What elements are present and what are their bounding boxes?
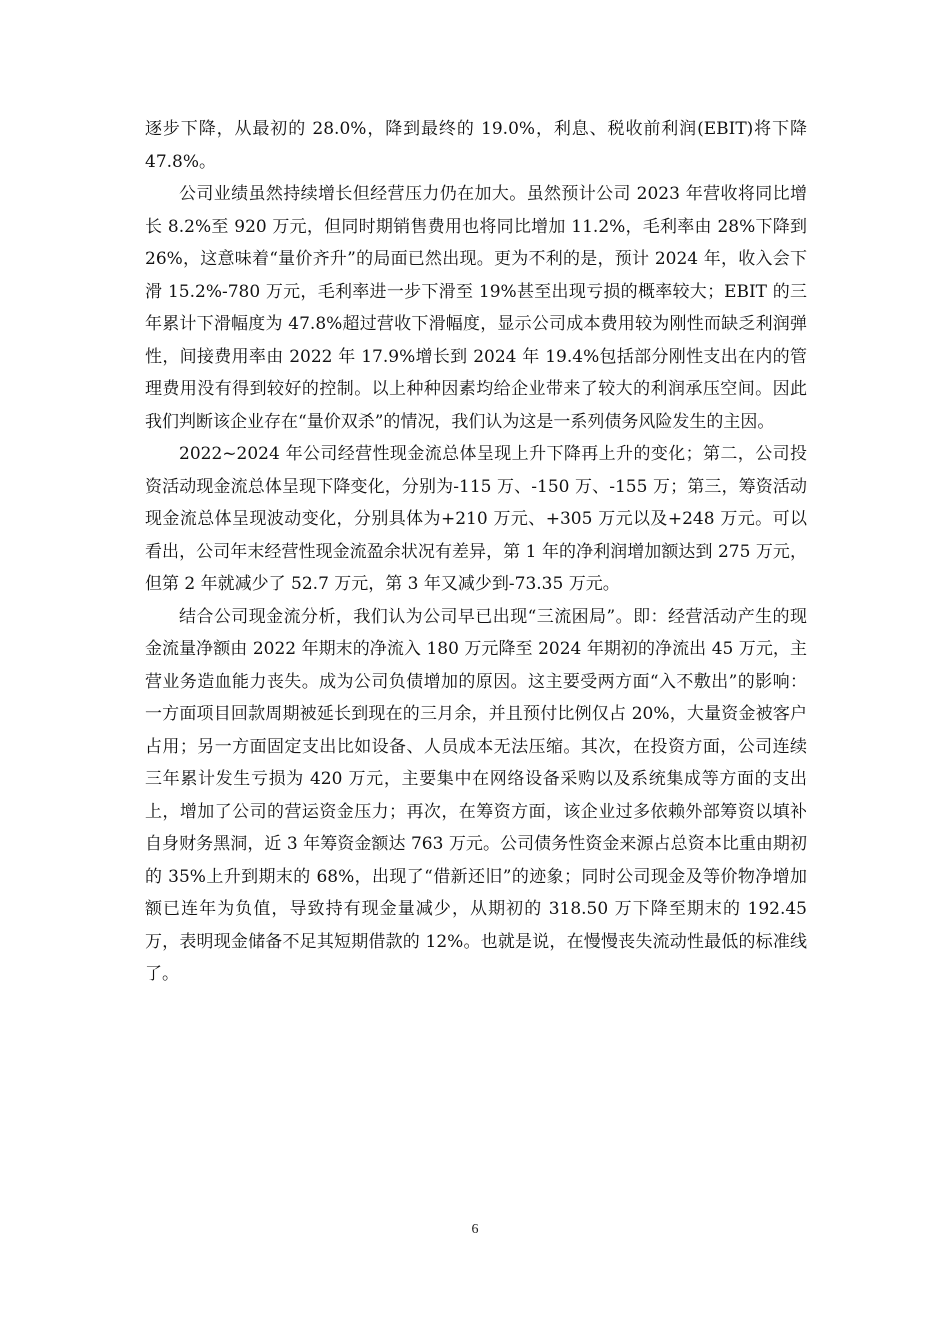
paragraph-4: 结合公司现金流分析，我们认为公司早已出现“三流困局”。即：经营活动产生的现金流量净额由 2022 年期末的净流入 180 万元降至 2024 年期初的净流出 45 万元，主营业务造血能力丧失。成为公司负债增加的原因。这主要受两方面“入不敷出”的影响：一方面项目回款周期被延长到现在的三月余，并且预付比例仅占 20%，大量资金被客户占用；另一方面固定支出比如设备、人员成本无法压缩。其次，在投资方面，公司连续三年累计发生亏损为 420 万元，主要集中在网络设备采购以及系统集成等方面的支出上，增加了公司的营运资金压力；再次，在筹资方面，该企业过多依赖外部筹资以填补自身财务黑洞，近 3 年筹资金额达 763 万元。公司债务性资金来源占总资本比重由期初的 35%上升到期末的 68%，出现了“借新还旧”的迹象；同时公司现金及等价物净增加额已连年为负值，导致持有现金量减少，从期初的 318.50 万下降至期末的 192.45 万，表明现金储备不足其短期借款的 12%。也就是说，在慢慢丧失流动性最低的标准线了。	[145, 606, 807, 984]
paragraph-1: 逐步下降，从最初的 28.0%，降到最终的 19.0%，利息、税收前利润(EBIT)将下降 47.8%。	[145, 119, 807, 172]
paragraph-2: 公司业绩虽然持续增长但经营压力仍在加大。虽然预计公司 2023 年营收将同比增长 8.2%至 920 万元，但同时期销售费用也将同比增加 11.2%，毛利率由 28%下降到 26%，这意味着“量价齐升”的局面已然出现。更为不利的是，预计 2024 年，收入会下滑 15.2%-780 万元，毛利率进一步下滑至 19%甚至出现亏损的概率较大；EBIT 的三年累计下滑幅度为 47.8%超过营收下滑幅度，显示公司成本费用较为刚性而缺乏利润弹性，间接费用率由 2022 年 17.9%增长到 2024 年 19.4%包括部分刚性支出在内的管理费用没有得到较好的控制。以上种种因素均给企业带来了较大的利润承压空间。因此我们判断该企业存在“量价双杀”的情况，我们认为这是一系列债务风险发生的主因。	[145, 184, 807, 432]
paragraph-3: 2022~2024 年公司经营性现金流总体呈现上升下降再上升的变化；第二，公司投资活动现金流总体呈现下降变化，分别为-115 万、-150 万、-155 万；第三，筹资活动现金流总体呈现波动变化，分别具体为+210 万元、+305 万元以及+248 万元。可以看出，公司年末经营性现金流盈余状况有差异，第 1 年的净利润增加额达到 275 万元，但第 2 年就减少了 52.7 万元，第 3 年又减少到-73.35 万元。	[145, 444, 807, 594]
page-number: 6	[471, 1222, 479, 1237]
body-text	[145, 113, 807, 991]
